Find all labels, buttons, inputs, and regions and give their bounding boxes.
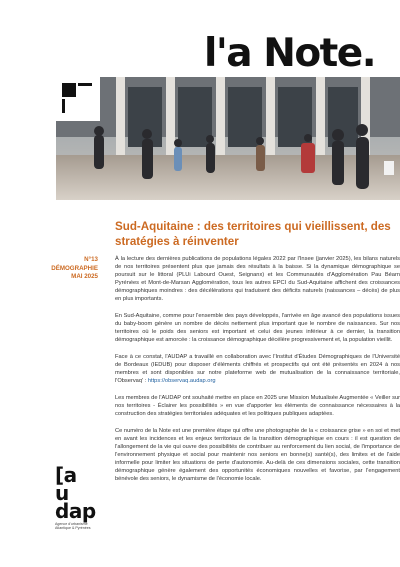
- paragraph: [115, 353, 400, 385]
- section-label: DÉMOGRAPHIE: [51, 264, 98, 272]
- paragraph: Les membres de l'AUDAP ont souhaité mettre en place en 2025 une Mission Mutualisée Augmentée « Veiller sur nos territoires - Éclairer les possibilités » en vue d'apporter les éléments de connaissance nécessaires à la construction des stratégies territoriales adéquates et les politiques publiques adaptées.: [115, 395, 400, 417]
- audap-logo-mark-top: [a u: [55, 463, 77, 505]
- note-badge-icon: [56, 77, 100, 121]
- paragraph: À la lecture des dernières publications de populations légales 2022 par l'Insee (janvier 2025), les bilans naturels de nos territoires présentent plus que jamais des résultats à la baisse. Si la dynamique démographique se poursuit sur le littoral (PLUi Labourd Ouest, Seignanx) et les Communautés d'Agglomération Pau Béarn Pyrénées et Mont-de-Marsan Agglomération, tous les autres EPCI du Sud-Aquitaine affichent des croissances démographiques moindres : des décélérations qui traduisent des déficits naturels (naissances – décès) de plus en plus importants.: [115, 256, 400, 302]
- brand-title: l'a Note.: [204, 31, 376, 76]
- paragraph-text: Face à ce constat, l'AUDAP a travaillé en collaboration avec l'Institut d'Études Démographiques de l'Université de Bordeaux (IEDUB) pour disposer d'éléments chiffrés et prospectifs qui ont été présentés en 2024 à nos membres et sont disponibles sur notre plateforme web de mutualisation de la connaissance territoriale, l'Observaq' :: [115, 354, 400, 384]
- hero-photo: [56, 77, 400, 200]
- paragraph: Ce numéro de la Note est une première étape qui offre une photographie de la « croissance grise » en soi et met en avant les incidences et les enjeux territoriaux de la transition démographique en cours : il est question de l'allongement de la vie qui ouvre des possibilités de contribuer au renforcement du lien social, de l'importance de l'environnement physique et social pour maintenir nos seniors en bonne(s) santé(s), des limites et de l'aide informelle pour limiter les situations de perte d'autonomie. Au-delà de ces dimensions sociales, cette transition démographique génère également des opportunités économiques nouvelles et favorise, par l'engagement bénévole des seniors, le dynamisme de l'économie locale.: [115, 428, 400, 482]
- article-meta: [50, 256, 98, 282]
- audap-logo-subtitle: Agence d'urbanisme Atlantique & Pyrénées: [55, 522, 91, 531]
- publication-date: MAI 2025: [71, 273, 98, 281]
- audap-logo: [55, 463, 96, 531]
- article-body: [115, 255, 400, 492]
- article-title: Sud-Aquitaine : des territoires qui vieillissent, des stratégies à réinventer: [115, 220, 391, 248]
- observaq-link[interactable]: https://observaq.audap.org: [147, 378, 216, 384]
- issue-number: N°13: [84, 256, 98, 263]
- audap-logo-mark-bottom: dap: [55, 499, 96, 523]
- street-crowd-photo-icon: [56, 77, 400, 200]
- paragraph: En Sud-Aquitaine, comme pour l'ensemble des pays développés, l'arrivée en âge avancé des populations issues du baby-boom génère un nombre de décès nettement plus important que le nombre de naissances. Sur nos territoires où le poids des seniors est important et celui des jeunes inférieur à ce dernier, la transition démographique est amorcée : la croissance démographique décélère progressivement et, la population vieillit.: [115, 313, 400, 343]
